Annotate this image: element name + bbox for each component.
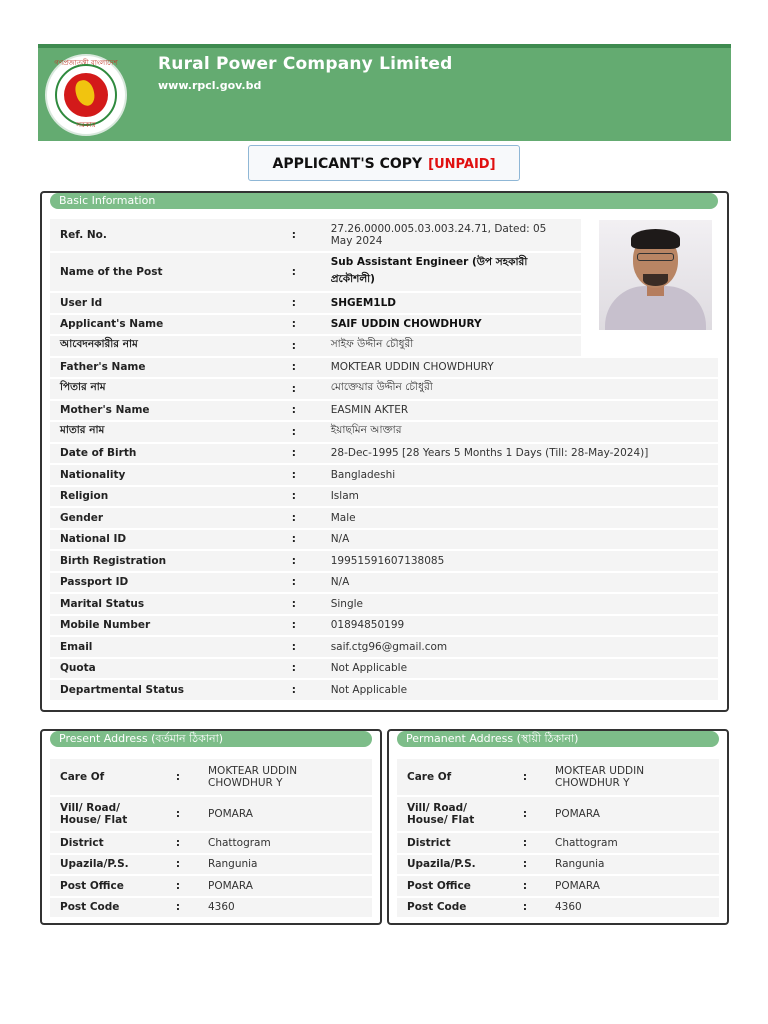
- present-address-table: [50, 757, 372, 919]
- field-value: ইয়াছমিন আক্তার: [321, 422, 718, 442]
- info-row-upazila-p-s: [397, 855, 719, 875]
- field-label: Applicant's Name: [50, 315, 267, 335]
- field-value: MOKTEAR UDDIN CHOWDHUR Y: [545, 759, 719, 795]
- field-label: Father's Name: [50, 358, 267, 378]
- page-header: [38, 44, 731, 141]
- field-label: Birth Registration: [50, 551, 267, 571]
- field-value: 28-Dec-1995 [28 Years 5 Months 1 Days (Till: 28-May-2024)]: [321, 444, 718, 464]
- field-label: মাতার নাম: [50, 422, 267, 442]
- field-label: District: [397, 833, 505, 853]
- field-colon: :: [267, 253, 321, 291]
- info-row-father-s-name: [50, 358, 718, 378]
- field-colon: :: [505, 898, 545, 918]
- basic-information-heading: Basic Information: [50, 193, 718, 209]
- field-label: Vill/ Road/ House/ Flat: [397, 797, 505, 831]
- field-value: Chattogram: [198, 833, 372, 853]
- field-value: SHGEM1LD: [321, 293, 581, 313]
- field-colon: :: [267, 336, 321, 356]
- field-label: Post Office: [50, 876, 158, 896]
- field-label: Mother's Name: [50, 401, 267, 421]
- field-colon: :: [267, 465, 321, 485]
- field-value: SAIF UDDIN CHOWDHURY: [321, 315, 581, 335]
- field-colon: :: [505, 759, 545, 795]
- info-row-nationality: [50, 465, 718, 485]
- applicant-photo: [599, 220, 712, 330]
- field-value: সাইফ উদ্দীন চৌধুরী: [321, 336, 581, 356]
- info-row-post-office: [50, 876, 372, 896]
- field-label: Post Office: [397, 876, 505, 896]
- field-label: Care Of: [397, 759, 505, 795]
- field-colon: :: [158, 797, 198, 831]
- payment-status-badge: [UNPAID]: [428, 157, 496, 172]
- info-row-post-code: [397, 898, 719, 918]
- seal-top-text: গণপ্রজাতন্ত্রী বাংলাদেশ: [54, 59, 118, 67]
- field-value: Islam: [321, 487, 718, 507]
- permanent-address-heading: Permanent Address (স্থায়ী ঠিকানা): [397, 731, 719, 747]
- field-label: Name of the Post: [50, 253, 267, 291]
- field-value: POMARA: [198, 797, 372, 831]
- field-colon: :: [158, 759, 198, 795]
- field-colon: :: [267, 680, 321, 700]
- info-row-upazila-p-s: [50, 855, 372, 875]
- field-value: N/A: [321, 573, 718, 593]
- field-colon: :: [267, 422, 321, 442]
- government-seal-icon: [45, 54, 127, 136]
- info-row-district: [397, 833, 719, 853]
- field-value: POMARA: [545, 797, 719, 831]
- field-label: আবেদনকারীর নাম: [50, 336, 267, 356]
- field-colon: :: [267, 659, 321, 679]
- field-colon: :: [158, 898, 198, 918]
- field-label: Email: [50, 637, 267, 657]
- field-label: Gender: [50, 508, 267, 528]
- field-value: মোক্তেয়ার উদ্দীন চৌধুরী: [321, 379, 718, 399]
- info-row-passport-id: [50, 573, 718, 593]
- field-label: Mobile Number: [50, 616, 267, 636]
- info-row-post-office: [397, 876, 719, 896]
- field-value: Single: [321, 594, 718, 614]
- field-value: Not Applicable: [321, 680, 718, 700]
- field-label: Date of Birth: [50, 444, 267, 464]
- info-row-care-of: [397, 759, 719, 795]
- field-label: Nationality: [50, 465, 267, 485]
- info-row-marital-status: [50, 594, 718, 614]
- permanent-address-table: [397, 757, 719, 919]
- field-value: POMARA: [198, 876, 372, 896]
- info-row-care-of: [50, 759, 372, 795]
- info-row-post-code: [50, 898, 372, 918]
- field-colon: :: [267, 594, 321, 614]
- field-colon: :: [505, 833, 545, 853]
- info-row-bangla-label: [50, 379, 718, 399]
- info-row-date-of-birth: [50, 444, 718, 464]
- info-row-gender: [50, 508, 718, 528]
- company-name: Rural Power Company Limited: [158, 54, 453, 74]
- info-row-departmental-status: [50, 680, 718, 700]
- field-value: 01894850199: [321, 616, 718, 636]
- info-row-quota: [50, 659, 718, 679]
- info-row-bangla-label: [50, 422, 718, 442]
- field-label: User Id: [50, 293, 267, 313]
- field-label: Upazila/P.S.: [397, 855, 505, 875]
- field-value: Rangunia: [198, 855, 372, 875]
- field-colon: :: [505, 855, 545, 875]
- field-colon: :: [267, 293, 321, 313]
- field-label: Ref. No.: [50, 219, 267, 251]
- field-value: MOKTEAR UDDIN CHOWDHURY: [321, 358, 718, 378]
- seal-bottom-text: সরকার: [76, 121, 96, 129]
- field-label: Upazila/P.S.: [50, 855, 158, 875]
- field-colon: :: [267, 315, 321, 335]
- field-value: Sub Assistant Engineer (উপ সহকারী প্রকৌশলী): [321, 253, 581, 291]
- field-label: Vill/ Road/ House/ Flat: [50, 797, 158, 831]
- field-value: Not Applicable: [321, 659, 718, 679]
- field-label: Post Code: [50, 898, 158, 918]
- field-colon: :: [505, 876, 545, 896]
- applicant-copy-banner: [248, 145, 520, 181]
- info-row-bangla-label: [50, 336, 718, 356]
- field-colon: :: [158, 876, 198, 896]
- field-value: Male: [321, 508, 718, 528]
- present-address-heading: Present Address (বর্তমান ঠিকানা): [50, 731, 372, 747]
- field-colon: :: [267, 573, 321, 593]
- info-row-district: [50, 833, 372, 853]
- field-label: Passport ID: [50, 573, 267, 593]
- field-label: Marital Status: [50, 594, 267, 614]
- field-colon: :: [267, 508, 321, 528]
- field-label: Post Code: [397, 898, 505, 918]
- field-label: Care Of: [50, 759, 158, 795]
- field-label: Quota: [50, 659, 267, 679]
- field-label: Departmental Status: [50, 680, 267, 700]
- info-row-mother-s-name: [50, 401, 718, 421]
- field-value: Rangunia: [545, 855, 719, 875]
- field-colon: :: [505, 797, 545, 831]
- info-row-religion: [50, 487, 718, 507]
- field-value: 19951591607138085: [321, 551, 718, 571]
- field-label: Religion: [50, 487, 267, 507]
- field-colon: :: [158, 855, 198, 875]
- info-row-national-id: [50, 530, 718, 550]
- field-value: Bangladeshi: [321, 465, 718, 485]
- field-label: District: [50, 833, 158, 853]
- info-row-mobile-number: [50, 616, 718, 636]
- field-value: N/A: [321, 530, 718, 550]
- field-colon: :: [267, 637, 321, 657]
- field-colon: :: [267, 219, 321, 251]
- field-value: 4360: [198, 898, 372, 918]
- copy-title: APPLICANT'S COPY: [272, 156, 423, 172]
- info-row-email: [50, 637, 718, 657]
- info-row-birth-registration: [50, 551, 718, 571]
- company-website[interactable]: www.rpcl.gov.bd: [158, 79, 262, 92]
- info-row-vill-road-house-flat: [50, 797, 372, 831]
- field-value: saif.ctg96@gmail.com: [321, 637, 718, 657]
- field-value: 4360: [545, 898, 719, 918]
- field-value: 27.26.0000.005.03.003.24.71, Dated: 05 May 2024: [321, 219, 581, 251]
- field-colon: :: [158, 833, 198, 853]
- field-colon: :: [267, 616, 321, 636]
- field-colon: :: [267, 487, 321, 507]
- field-colon: :: [267, 401, 321, 421]
- field-colon: :: [267, 530, 321, 550]
- field-colon: :: [267, 551, 321, 571]
- field-label: পিতার নাম: [50, 379, 267, 399]
- field-colon: :: [267, 444, 321, 464]
- field-value: Chattogram: [545, 833, 719, 853]
- field-colon: :: [267, 379, 321, 399]
- field-colon: :: [267, 358, 321, 378]
- field-value: EASMIN AKTER: [321, 401, 718, 421]
- info-row-vill-road-house-flat: [397, 797, 719, 831]
- field-value: POMARA: [545, 876, 719, 896]
- field-value: MOKTEAR UDDIN CHOWDHUR Y: [198, 759, 372, 795]
- field-label: National ID: [50, 530, 267, 550]
